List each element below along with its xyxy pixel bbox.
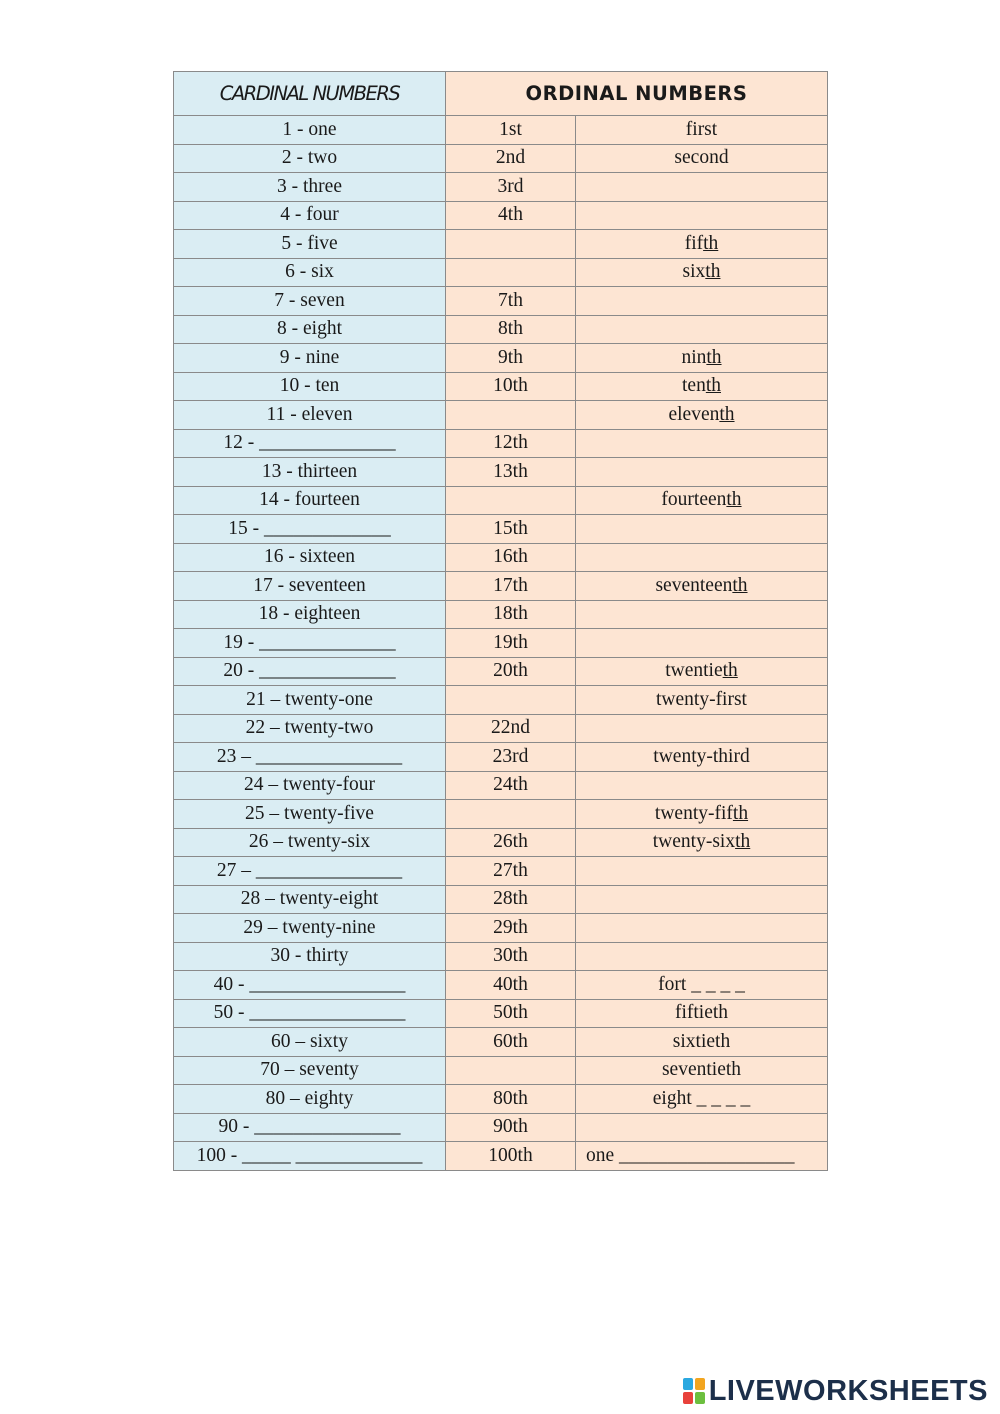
ordinal-word-cell[interactable] bbox=[576, 173, 828, 202]
ordinal-abbr-cell: 1st bbox=[446, 116, 576, 145]
cardinal-cell[interactable]: 40 - ________________ bbox=[174, 971, 446, 1000]
logo-square-4 bbox=[695, 1392, 705, 1404]
ordinal-abbr-cell: 7th bbox=[446, 287, 576, 316]
table-row bbox=[174, 372, 828, 401]
table-row bbox=[174, 116, 828, 145]
ordinal-abbr-cell: 40th bbox=[446, 971, 576, 1000]
cardinal-cell: 14 - fourteen bbox=[174, 486, 446, 515]
cardinal-cell[interactable]: 15 - _____________ bbox=[174, 515, 446, 544]
ordinal-word-cell[interactable] bbox=[576, 771, 828, 800]
table-row bbox=[174, 771, 828, 800]
table-row bbox=[174, 1142, 828, 1171]
table-row bbox=[174, 1085, 828, 1114]
cardinal-cell: 17 - seventeen bbox=[174, 572, 446, 601]
ordinal-abbr-cell[interactable] bbox=[446, 686, 576, 715]
cardinal-cell: 5 - five bbox=[174, 230, 446, 259]
cardinal-cell: 13 - thirteen bbox=[174, 458, 446, 487]
ordinal-abbr-cell: 12th bbox=[446, 429, 576, 458]
ordinal-abbr-cell: 2nd bbox=[446, 144, 576, 173]
ordinal-abbr-cell: 28th bbox=[446, 885, 576, 914]
ordinal-abbr-cell[interactable] bbox=[446, 258, 576, 287]
ordinal-abbr-cell: 13th bbox=[446, 458, 576, 487]
ordinal-abbr-cell: 29th bbox=[446, 914, 576, 943]
cardinal-cell: 1 - one bbox=[174, 116, 446, 145]
table-row bbox=[174, 600, 828, 629]
ordinal-word-cell: twenty-fifth bbox=[576, 800, 828, 829]
cardinal-cell: 9 - nine bbox=[174, 344, 446, 373]
ordinal-word-cell[interactable] bbox=[576, 287, 828, 316]
cardinal-cell: 28 – twenty-eight bbox=[174, 885, 446, 914]
ordinal-abbr-cell: 30th bbox=[446, 942, 576, 971]
table-row bbox=[174, 144, 828, 173]
ordinal-abbr-cell: 60th bbox=[446, 1028, 576, 1057]
ordinal-abbr-cell[interactable] bbox=[446, 1056, 576, 1085]
cardinal-cell[interactable]: 90 - _______________ bbox=[174, 1113, 446, 1142]
table-row bbox=[174, 714, 828, 743]
ordinal-word-cell: first bbox=[576, 116, 828, 145]
ordinal-word-cell[interactable] bbox=[576, 885, 828, 914]
ordinal-word-cell[interactable] bbox=[576, 429, 828, 458]
ordinal-word-cell: tenth bbox=[576, 372, 828, 401]
cardinal-cell: 8 - eight bbox=[174, 315, 446, 344]
ordinal-abbr-cell: 18th bbox=[446, 600, 576, 629]
ordinal-word-cell[interactable]: one __________________ bbox=[576, 1142, 828, 1171]
ordinal-word-cell: twenty-first bbox=[576, 686, 828, 715]
ordinal-abbr-cell: 4th bbox=[446, 201, 576, 230]
cardinal-cell: 10 - ten bbox=[174, 372, 446, 401]
table-row bbox=[174, 201, 828, 230]
cardinal-cell: 6 - six bbox=[174, 258, 446, 287]
ordinal-word-cell[interactable] bbox=[576, 600, 828, 629]
table-row bbox=[174, 1028, 828, 1057]
cardinal-cell[interactable]: 20 - ______________ bbox=[174, 657, 446, 686]
ordinal-word-cell: seventieth bbox=[576, 1056, 828, 1085]
cardinal-cell: 22 – twenty-two bbox=[174, 714, 446, 743]
ordinal-abbr-cell: 50th bbox=[446, 999, 576, 1028]
ordinal-word-cell[interactable] bbox=[576, 458, 828, 487]
cardinal-cell[interactable]: 27 – _______________ bbox=[174, 857, 446, 886]
ordinal-word-cell[interactable] bbox=[576, 515, 828, 544]
table-row bbox=[174, 1113, 828, 1142]
numbers-table bbox=[173, 71, 828, 1171]
table-row bbox=[174, 401, 828, 430]
table-row bbox=[174, 315, 828, 344]
ordinal-word-cell: twenty-third bbox=[576, 743, 828, 772]
table-row bbox=[174, 572, 828, 601]
cardinal-cell[interactable]: 12 - ______________ bbox=[174, 429, 446, 458]
ordinal-word-cell[interactable] bbox=[576, 714, 828, 743]
ordinal-abbr-cell[interactable] bbox=[446, 401, 576, 430]
logo-square-3 bbox=[683, 1392, 693, 1404]
ordinal-word-cell[interactable]: eight _ _ _ _ bbox=[576, 1085, 828, 1114]
ordinal-word-cell[interactable] bbox=[576, 315, 828, 344]
table-row bbox=[174, 657, 828, 686]
table-row bbox=[174, 287, 828, 316]
table-row bbox=[174, 942, 828, 971]
ordinal-word-cell: second bbox=[576, 144, 828, 173]
ordinal-word-cell: twenty-sixth bbox=[576, 828, 828, 857]
cardinal-cell: 18 - eighteen bbox=[174, 600, 446, 629]
table-row bbox=[174, 971, 828, 1000]
ordinal-word-cell: seventeenth bbox=[576, 572, 828, 601]
cardinal-cell: 7 - seven bbox=[174, 287, 446, 316]
ordinal-word-cell: ninth bbox=[576, 344, 828, 373]
table-row bbox=[174, 230, 828, 259]
table-row bbox=[174, 857, 828, 886]
logo-square-1 bbox=[683, 1378, 693, 1390]
cardinal-cell[interactable]: 19 - ______________ bbox=[174, 629, 446, 658]
table-row bbox=[174, 258, 828, 287]
ordinal-word-cell: eleventh bbox=[576, 401, 828, 430]
ordinal-word-cell: fourteenth bbox=[576, 486, 828, 515]
ordinal-word-cell: sixtieth bbox=[576, 1028, 828, 1057]
ordinal-abbr-cell: 100th bbox=[446, 1142, 576, 1171]
cardinal-cell[interactable]: 100 - _____ _____________ bbox=[174, 1142, 446, 1171]
table-row bbox=[174, 885, 828, 914]
cardinal-numbers-header: CARDINAL NUMBERS bbox=[174, 72, 446, 116]
ordinal-word-cell[interactable] bbox=[576, 543, 828, 572]
ordinal-word-cell: twentieth bbox=[576, 657, 828, 686]
logo-mark-icon bbox=[683, 1378, 705, 1404]
cardinal-cell: 25 – twenty-five bbox=[174, 800, 446, 829]
ordinal-abbr-cell: 16th bbox=[446, 543, 576, 572]
cardinal-cell: 11 - eleven bbox=[174, 401, 446, 430]
table-row bbox=[174, 173, 828, 202]
cardinal-cell: 24 – twenty-four bbox=[174, 771, 446, 800]
ordinal-abbr-cell: 23rd bbox=[446, 743, 576, 772]
ordinal-word-cell: fiftieth bbox=[576, 999, 828, 1028]
ordinal-abbr-cell: 22nd bbox=[446, 714, 576, 743]
ordinal-abbr-cell: 10th bbox=[446, 372, 576, 401]
cardinal-cell: 26 – twenty-six bbox=[174, 828, 446, 857]
table-row bbox=[174, 458, 828, 487]
logo-text: LIVEWORKSHEETS bbox=[708, 1374, 988, 1407]
cardinal-cell: 3 - three bbox=[174, 173, 446, 202]
ordinal-abbr-cell: 19th bbox=[446, 629, 576, 658]
table-row bbox=[174, 429, 828, 458]
logo-square-2 bbox=[695, 1378, 705, 1390]
cardinal-cell: 16 - sixteen bbox=[174, 543, 446, 572]
ordinal-abbr-cell: 8th bbox=[446, 315, 576, 344]
table-row bbox=[174, 515, 828, 544]
ordinal-word-cell[interactable] bbox=[576, 629, 828, 658]
ordinal-abbr-cell: 3rd bbox=[446, 173, 576, 202]
ordinal-abbr-cell: 9th bbox=[446, 344, 576, 373]
ordinal-word-cell[interactable]: fort _ _ _ _ bbox=[576, 971, 828, 1000]
table-row bbox=[174, 743, 828, 772]
table-row bbox=[174, 486, 828, 515]
cardinal-cell: 30 - thirty bbox=[174, 942, 446, 971]
cardinal-cell[interactable]: 50 - ________________ bbox=[174, 999, 446, 1028]
ordinal-numbers-header: ORDINAL NUMBERS bbox=[446, 72, 828, 116]
ordinal-abbr-cell: 90th bbox=[446, 1113, 576, 1142]
ordinal-word-cell[interactable] bbox=[576, 857, 828, 886]
ordinal-abbr-cell: 15th bbox=[446, 515, 576, 544]
ordinal-abbr-cell: 24th bbox=[446, 771, 576, 800]
table-row bbox=[174, 543, 828, 572]
table-row bbox=[174, 686, 828, 715]
ordinal-word-cell: sixth bbox=[576, 258, 828, 287]
ordinal-abbr-cell: 27th bbox=[446, 857, 576, 886]
ordinal-abbr-cell: 20th bbox=[446, 657, 576, 686]
table-row bbox=[174, 629, 828, 658]
table-row bbox=[174, 828, 828, 857]
cardinal-cell: 4 - four bbox=[174, 201, 446, 230]
ordinal-abbr-cell[interactable] bbox=[446, 800, 576, 829]
ordinal-abbr-cell[interactable] bbox=[446, 486, 576, 515]
cardinal-cell[interactable]: 23 – _______________ bbox=[174, 743, 446, 772]
ordinal-word-cell[interactable] bbox=[576, 914, 828, 943]
ordinal-word-cell[interactable] bbox=[576, 942, 828, 971]
ordinal-abbr-cell: 26th bbox=[446, 828, 576, 857]
table-row bbox=[174, 800, 828, 829]
cardinal-cell: 21 – twenty-one bbox=[174, 686, 446, 715]
ordinal-word-cell[interactable] bbox=[576, 1113, 828, 1142]
cardinal-cell: 70 – seventy bbox=[174, 1056, 446, 1085]
ordinal-abbr-cell[interactable] bbox=[446, 230, 576, 259]
cardinal-cell: 80 – eighty bbox=[174, 1085, 446, 1114]
table-row bbox=[174, 999, 828, 1028]
ordinal-word-cell[interactable] bbox=[576, 201, 828, 230]
ordinal-abbr-cell: 80th bbox=[446, 1085, 576, 1114]
cardinal-cell: 2 - two bbox=[174, 144, 446, 173]
ordinal-abbr-cell: 17th bbox=[446, 572, 576, 601]
table-row bbox=[174, 344, 828, 373]
table-row bbox=[174, 914, 828, 943]
table-row bbox=[174, 1056, 828, 1085]
cardinal-cell: 29 – twenty-nine bbox=[174, 914, 446, 943]
cardinal-cell: 60 – sixty bbox=[174, 1028, 446, 1057]
header-row bbox=[174, 72, 828, 116]
liveworksheets-logo bbox=[683, 1374, 988, 1408]
ordinal-word-cell: fifth bbox=[576, 230, 828, 259]
